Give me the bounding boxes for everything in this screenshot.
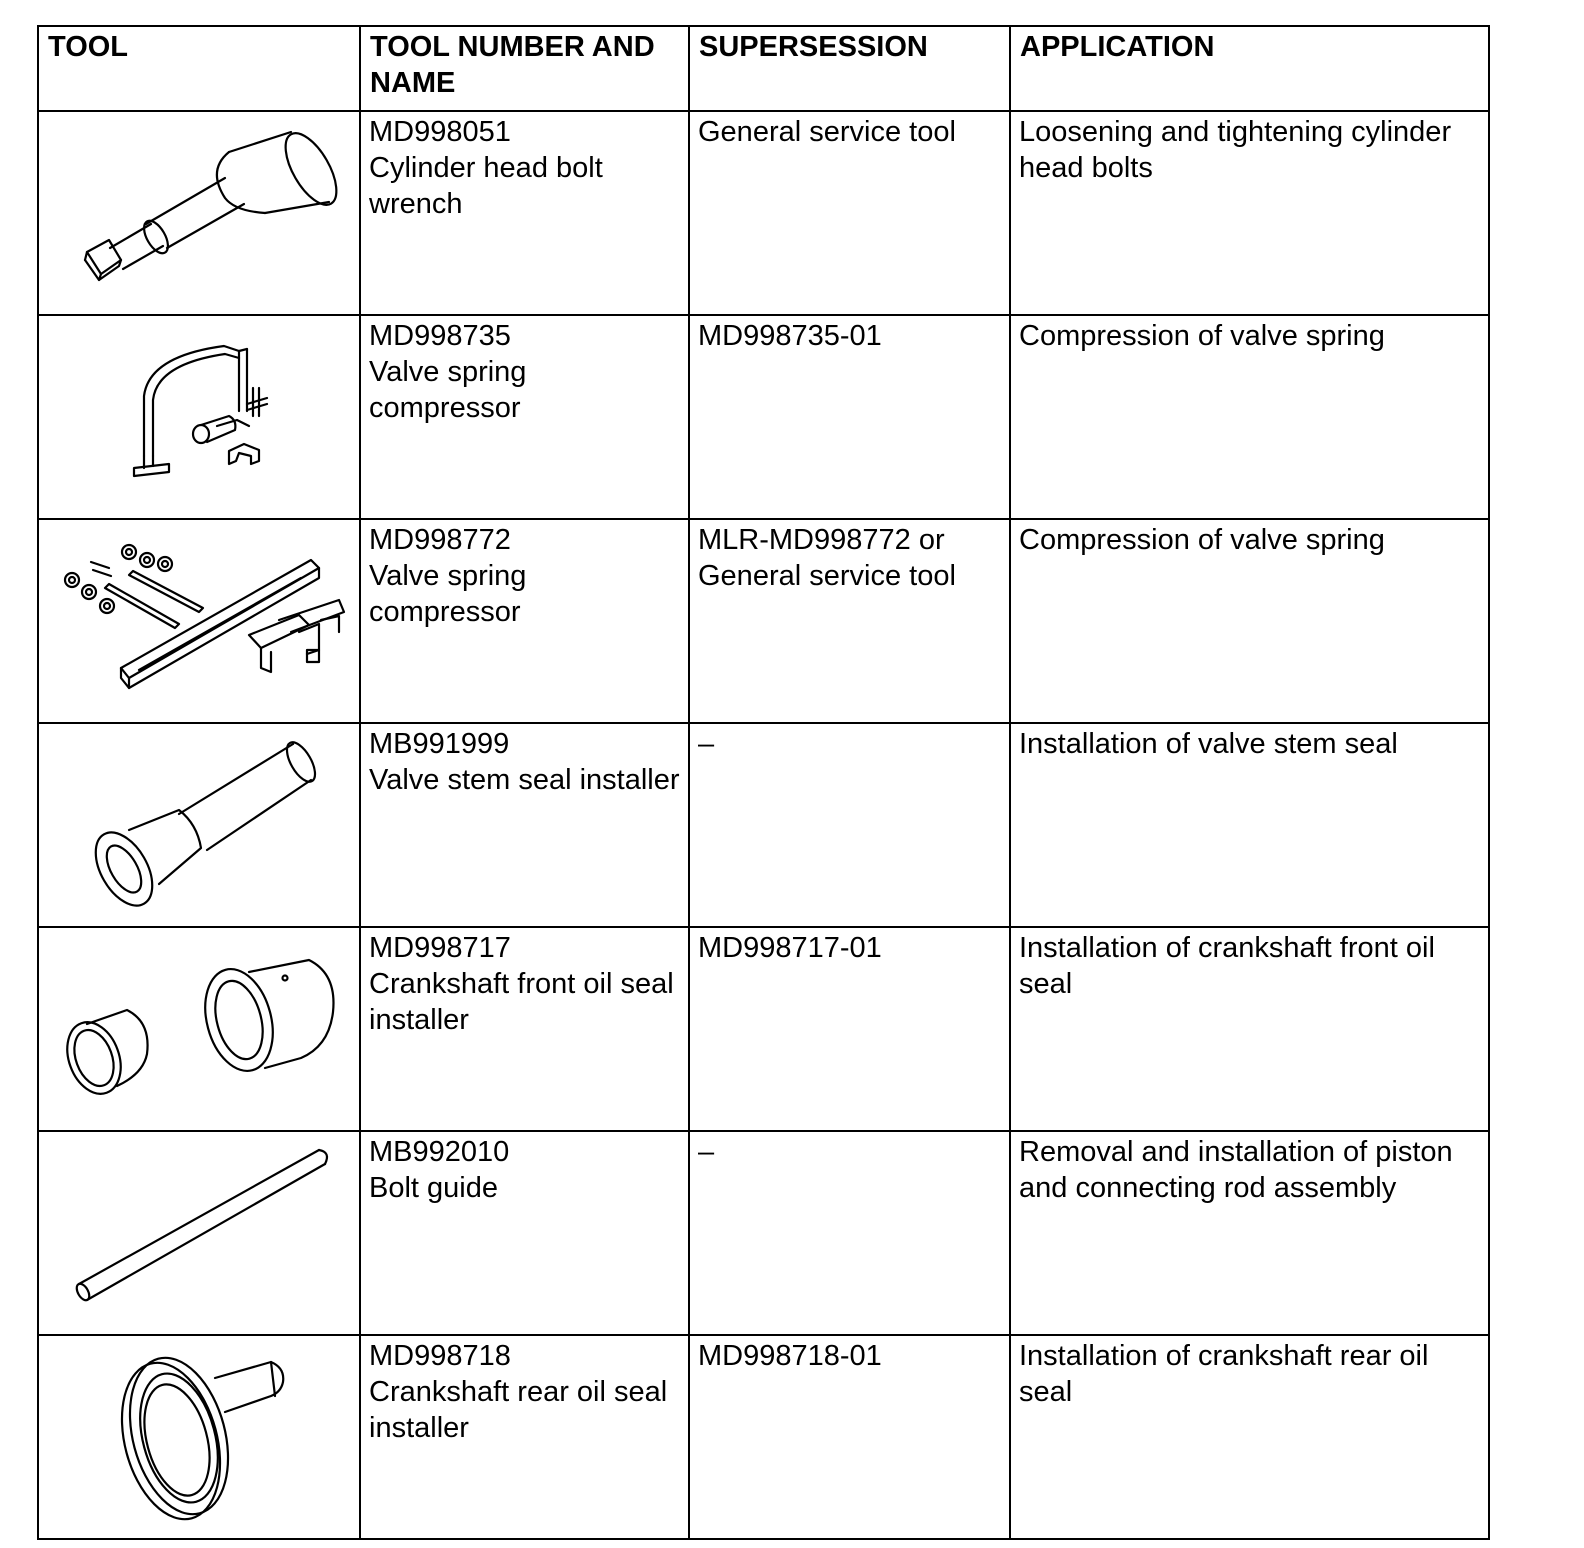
tool-name: Cylinder head bolt wrench bbox=[369, 152, 603, 220]
tool-name: Crankshaft rear oil seal installer bbox=[369, 1376, 668, 1444]
table-row bbox=[38, 315, 1489, 519]
tool-name: Valve spring compressor bbox=[369, 356, 527, 424]
application-cell: Installation of crankshaft rear oil seal bbox=[1010, 1335, 1489, 1539]
tool-image-cell bbox=[38, 723, 360, 927]
header-tool: TOOL bbox=[38, 26, 360, 111]
tool-image-cell bbox=[38, 315, 360, 519]
cylinder-head-bolt-wrench-icon bbox=[39, 112, 359, 312]
table-row bbox=[38, 111, 1489, 315]
application-cell: Loosening and tightening cylinder head bolts bbox=[1010, 111, 1489, 315]
tool-number: MB991999 bbox=[369, 728, 510, 760]
header-supersession: SUPERSESSION bbox=[689, 26, 1010, 111]
application-cell: Installation of valve stem seal bbox=[1010, 723, 1489, 927]
application-cell: Compression of valve spring bbox=[1010, 315, 1489, 519]
tool-image-cell bbox=[38, 1131, 360, 1335]
crankshaft-rear-oil-seal-installer-icon bbox=[39, 1336, 359, 1536]
tool-number: MD998717 bbox=[369, 932, 511, 964]
tool-name: Bolt guide bbox=[369, 1172, 498, 1204]
supersession-cell: General service tool bbox=[689, 111, 1010, 315]
application-cell: Removal and installation of piston and connecting rod assembly bbox=[1010, 1131, 1489, 1335]
tool-number: MD998718 bbox=[369, 1340, 511, 1372]
tool-number-and-name-cell bbox=[360, 1335, 689, 1539]
tool-number: MB992010 bbox=[369, 1136, 510, 1168]
special-tools-table bbox=[37, 25, 1490, 1540]
table-row bbox=[38, 1335, 1489, 1539]
tool-image-cell bbox=[38, 927, 360, 1131]
table-row bbox=[38, 723, 1489, 927]
crankshaft-front-oil-seal-installer-icon bbox=[39, 928, 359, 1128]
valve-stem-seal-installer-icon bbox=[39, 724, 359, 924]
tool-name: Valve stem seal installer bbox=[369, 764, 680, 796]
tool-number-and-name-cell bbox=[360, 723, 689, 927]
supersession-cell: MD998718-01 bbox=[689, 1335, 1010, 1539]
bolt-guide-icon bbox=[39, 1132, 359, 1332]
valve-spring-compressor-kit-icon bbox=[39, 520, 359, 720]
supersession-cell: MD998717-01 bbox=[689, 927, 1010, 1131]
tool-number-and-name-cell bbox=[360, 1131, 689, 1335]
header-application: APPLICATION bbox=[1010, 26, 1489, 111]
tool-number: MD998772 bbox=[369, 524, 511, 556]
tool-number-and-name-cell bbox=[360, 111, 689, 315]
table-header-row bbox=[38, 26, 1489, 111]
tool-number-and-name-cell bbox=[360, 927, 689, 1131]
table-row bbox=[38, 927, 1489, 1131]
supersession-cell: – bbox=[689, 723, 1010, 927]
header-tool-number-and-name: TOOL NUMBER AND NAME bbox=[360, 26, 689, 111]
table-row bbox=[38, 519, 1489, 723]
tool-name: Crankshaft front oil seal installer bbox=[369, 968, 674, 1036]
valve-spring-compressor-icon bbox=[39, 316, 359, 516]
tool-image-cell bbox=[38, 1335, 360, 1539]
table-row bbox=[38, 1131, 1489, 1335]
tool-number: MD998051 bbox=[369, 116, 511, 148]
tool-image-cell bbox=[38, 519, 360, 723]
application-cell: Installation of crankshaft front oil seal bbox=[1010, 927, 1489, 1131]
tool-image-cell bbox=[38, 111, 360, 315]
tool-number: MD998735 bbox=[369, 320, 511, 352]
tool-number-and-name-cell bbox=[360, 315, 689, 519]
tool-number-and-name-cell bbox=[360, 519, 689, 723]
application-cell: Compression of valve spring bbox=[1010, 519, 1489, 723]
supersession-cell: – bbox=[689, 1131, 1010, 1335]
tool-name: Valve spring compressor bbox=[369, 560, 527, 628]
supersession-cell: MD998735-01 bbox=[689, 315, 1010, 519]
supersession-cell: MLR-MD998772 or General service tool bbox=[689, 519, 1010, 723]
